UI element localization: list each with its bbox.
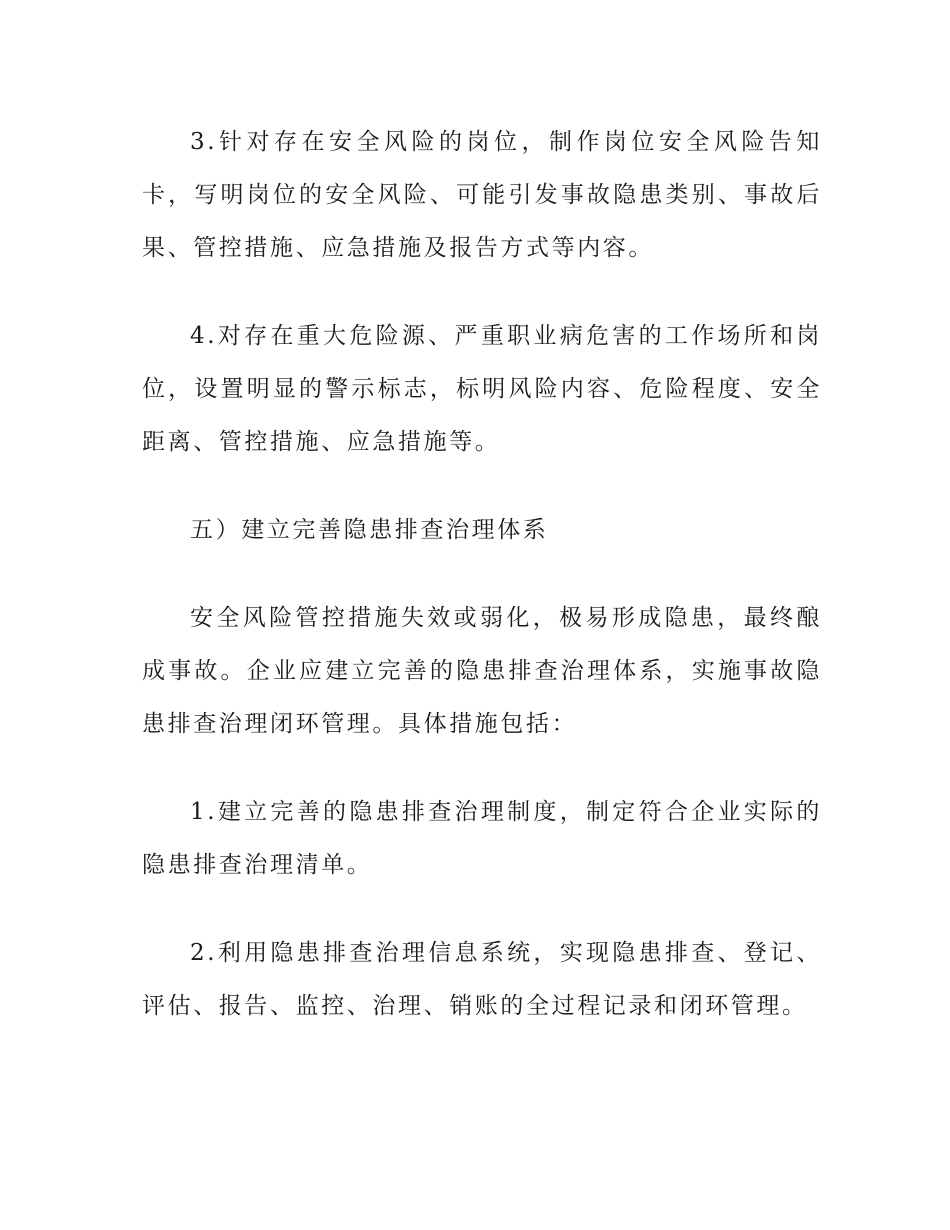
section-heading: 五）建立完善隐患排查治理体系 — [190, 517, 549, 543]
paragraph-item-4: 4.对存在重大危险源、严重职业病危害的工作场所和岗位，设置明显的警示标志，标明风险内容、危险程度、安全距离、管控措施、应急措施等。 — [142, 323, 822, 455]
document-body — [142, 116, 822, 1068]
paragraph-body: 安全风险管控措施失效或弱化，极易形成隐患，最终酿成事故。企业应建立完善的隐患排查治理体系，实施事故隐患排查治理闭环管理。具体措施包括： — [142, 605, 822, 737]
paragraph-item-3: 3.针对存在安全风险的岗位，制作岗位安全风险告知卡，写明岗位的安全风险、可能引发事故隐患类别、事故后果、管控措施、应急措施及报告方式等内容。 — [142, 129, 822, 261]
paragraph-item-1: 1.建立完善的隐患排查治理制度，制定符合企业实际的隐患排查治理清单。 — [142, 799, 822, 878]
paragraph-item-2: 2.利用隐患排查治理信息系统，实现隐患排查、登记、评估、报告、监控、治理、销账的全过程记录和闭环管理。 — [142, 940, 822, 1019]
